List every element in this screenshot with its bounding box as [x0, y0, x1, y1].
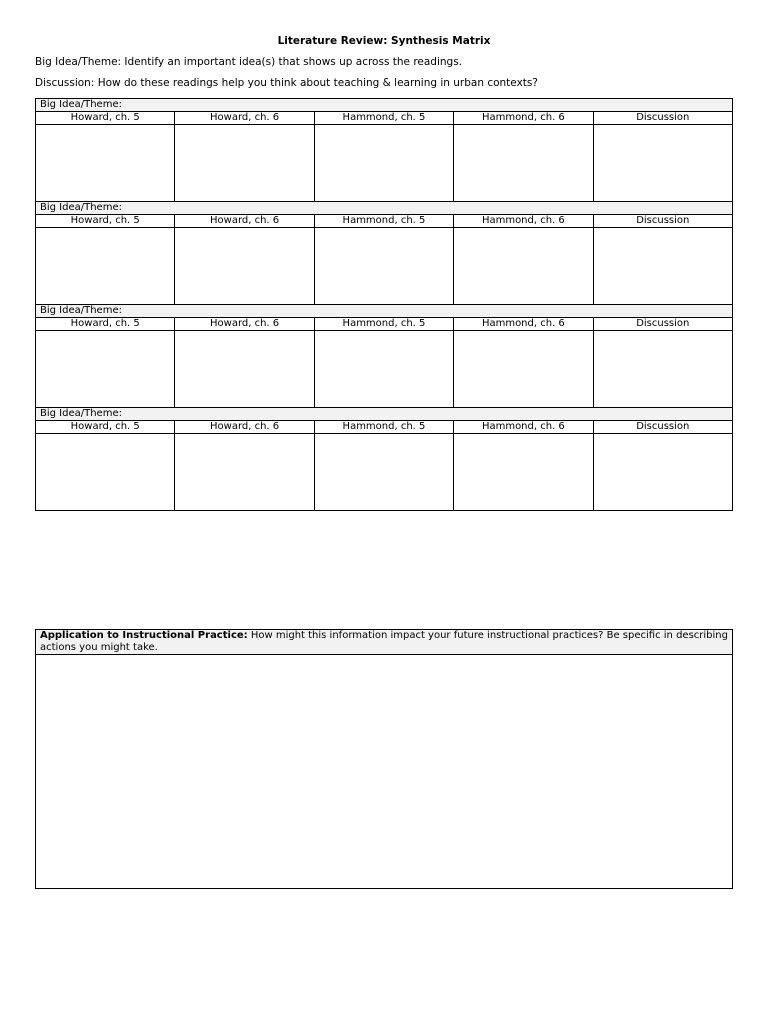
entry-cell[interactable] [175, 228, 314, 305]
instructional-practice-box [35, 629, 733, 889]
column-header: Discussion [593, 318, 732, 331]
entry-cell[interactable] [314, 434, 453, 511]
column-header: Hammond, ch. 5 [314, 112, 453, 125]
column-header: Howard, ch. 5 [36, 215, 175, 228]
entry-cell[interactable] [175, 125, 314, 202]
column-header: Hammond, ch. 5 [314, 318, 453, 331]
practice-prompt [36, 630, 733, 655]
column-header: Hammond, ch. 6 [454, 421, 593, 434]
entry-cell[interactable] [454, 331, 593, 408]
column-header: Hammond, ch. 6 [454, 112, 593, 125]
synthesis-matrix [35, 98, 733, 511]
theme-label[interactable]: Big Idea/Theme: [36, 99, 733, 112]
column-header: Discussion [593, 215, 732, 228]
theme-row [36, 202, 733, 215]
column-header: Discussion [593, 421, 732, 434]
entry-cell[interactable] [593, 434, 732, 511]
column-header: Hammond, ch. 6 [454, 215, 593, 228]
entry-cell[interactable] [454, 125, 593, 202]
practice-prompt-text: How might this information impact your future instructional practices? Be specific in describing actions you might take. [40, 630, 728, 653]
entry-cell[interactable] [36, 331, 175, 408]
column-header: Howard, ch. 5 [36, 318, 175, 331]
theme-label[interactable]: Big Idea/Theme: [36, 305, 733, 318]
document-title: Literature Review: Synthesis Matrix [277, 35, 491, 47]
column-header-row [36, 112, 733, 125]
column-header: Howard, ch. 6 [175, 318, 314, 331]
theme-row [36, 99, 733, 112]
column-header: Howard, ch. 5 [36, 421, 175, 434]
column-header: Hammond, ch. 6 [454, 318, 593, 331]
theme-row [36, 305, 733, 318]
entry-row [36, 228, 733, 305]
entry-cell[interactable] [36, 125, 175, 202]
theme-label[interactable]: Big Idea/Theme: [36, 408, 733, 421]
intro-big-idea: Big Idea/Theme: Identify an important idea(s) that shows up across the readings. [35, 56, 463, 68]
practice-answer-area[interactable] [36, 655, 733, 889]
entry-cell[interactable] [36, 228, 175, 305]
entry-row [36, 331, 733, 408]
entry-cell[interactable] [593, 331, 732, 408]
entry-cell[interactable] [36, 434, 175, 511]
entry-cell[interactable] [175, 434, 314, 511]
column-header: Hammond, ch. 5 [314, 215, 453, 228]
entry-row [36, 434, 733, 511]
entry-cell[interactable] [175, 331, 314, 408]
column-header-row [36, 421, 733, 434]
entry-cell[interactable] [314, 125, 453, 202]
practice-label: Application to Instructional Practice: [40, 630, 248, 641]
column-header: Howard, ch. 5 [36, 112, 175, 125]
entry-cell[interactable] [454, 228, 593, 305]
entry-cell[interactable] [593, 125, 732, 202]
theme-row [36, 408, 733, 421]
column-header-row [36, 318, 733, 331]
column-header: Hammond, ch. 5 [314, 421, 453, 434]
entry-row [36, 125, 733, 202]
column-header-row [36, 215, 733, 228]
theme-label[interactable]: Big Idea/Theme: [36, 202, 733, 215]
entry-cell[interactable] [454, 434, 593, 511]
entry-cell[interactable] [314, 331, 453, 408]
column-header: Howard, ch. 6 [175, 421, 314, 434]
entry-cell[interactable] [593, 228, 732, 305]
entry-cell[interactable] [314, 228, 453, 305]
column-header: Howard, ch. 6 [175, 215, 314, 228]
column-header: Howard, ch. 6 [175, 112, 314, 125]
intro-discussion: Discussion: How do these readings help you think about teaching & learning in urban contexts? [35, 77, 538, 89]
column-header: Discussion [593, 112, 732, 125]
